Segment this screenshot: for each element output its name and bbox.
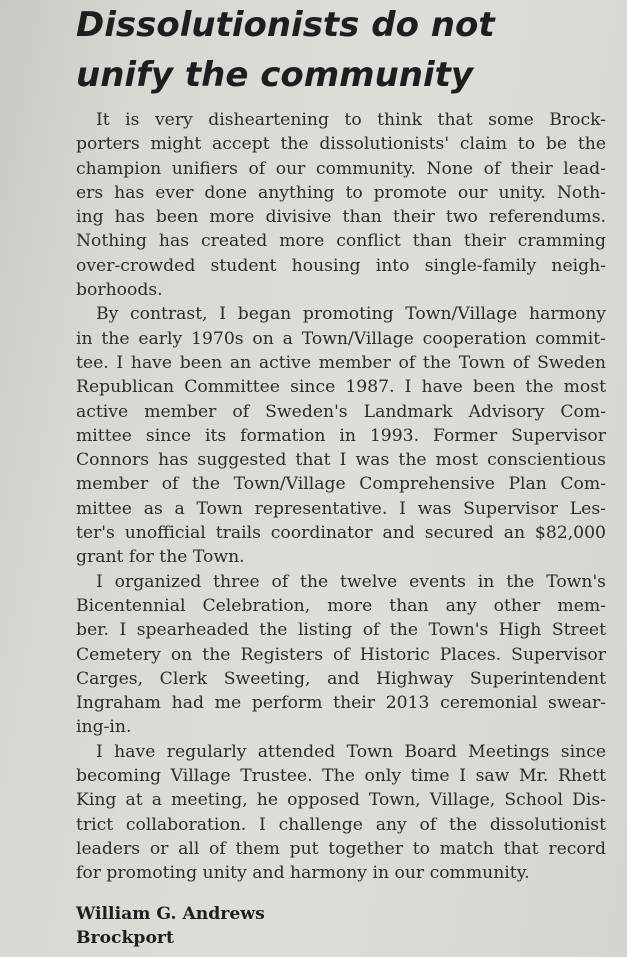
paragraph [76,740,606,886]
text-line: over-crowded student housing into single-family neigh- [76,255,606,276]
headline-line: unify the community [76,55,474,95]
text-line: King at a meeting, he opposed Town, Village, School Dis- [76,790,606,811]
text-line: tee. I have been an active member of the Town of Sweden [76,352,606,373]
text-line: grant for the Town. [76,547,245,568]
text-line: member of the Town/Village Comprehensive Plan Com- [76,474,606,495]
text-line: I have regularly attended Town Board Meetings since [96,741,606,762]
text-line: Bicentennial Celebration, more than any other mem- [76,595,606,616]
signature-block [76,902,265,951]
text-line: mittee as a Town representative. I was Supervisor Les- [76,498,606,519]
author-name: William G. Andrews [76,904,265,924]
text-line: ber. I spearheaded the listing of the Town's High Street [76,620,606,641]
text-line: ter's unofficial trails coordinator and secured an $82,000 [76,523,606,544]
text-line: mittee since its formation in 1993. Former Supervisor [76,425,606,446]
text-line: ers has ever done anything to promote our unity. Noth- [76,182,606,203]
text-line: Cemetery on the Registers of Historic Places. Supervisor [76,644,606,665]
text-line: for promoting unity and harmony in our community. [76,863,530,884]
text-line: porters might accept the dissolutionists' claim to be the [76,134,606,155]
text-line: ing has been more divisive than their two referendums. [76,207,606,228]
text-line: Republican Committee since 1987. I have been the most [76,377,606,398]
text-line: in the early 1970s on a Town/Village cooperation commit- [76,328,606,349]
text-line: trict collaboration. I challenge any of the dissolutionist [76,814,606,835]
text-line: Carges, Clerk Sweeting, and Highway Superintendent [76,668,606,689]
text-line: champion unifiers of our community. None of their lead- [76,158,606,179]
text-line: ing-in. [76,717,132,738]
paragraph [76,108,606,302]
headline-line: Dissolutionists do not [76,5,495,45]
text-line: By contrast, I began promoting Town/Village harmony [96,304,606,325]
paragraph [76,302,606,569]
author-location: Brockport [76,928,174,949]
text-line: It is very disheartening to think that some Brock- [96,110,606,130]
text-line: becoming Village Trustee. The only time I saw Mr. Rhett [76,766,606,787]
text-line: leaders or all of them put together to match that record [76,838,606,859]
paragraph [76,570,606,740]
text-line: active member of Sweden's Landmark Advisory Com- [76,401,606,422]
text-line: I organized three of the twelve events in the Town's [96,571,606,592]
headline [76,0,616,100]
text-line: borhoods. [76,280,163,301]
text-line: Nothing has created more conflict than their cramming [76,231,606,252]
letter-body [76,108,606,886]
text-line: Connors has suggested that I was the most conscientious [76,450,606,471]
text-line: Ingraham had me perform their 2013 ceremonial swear- [76,693,606,714]
